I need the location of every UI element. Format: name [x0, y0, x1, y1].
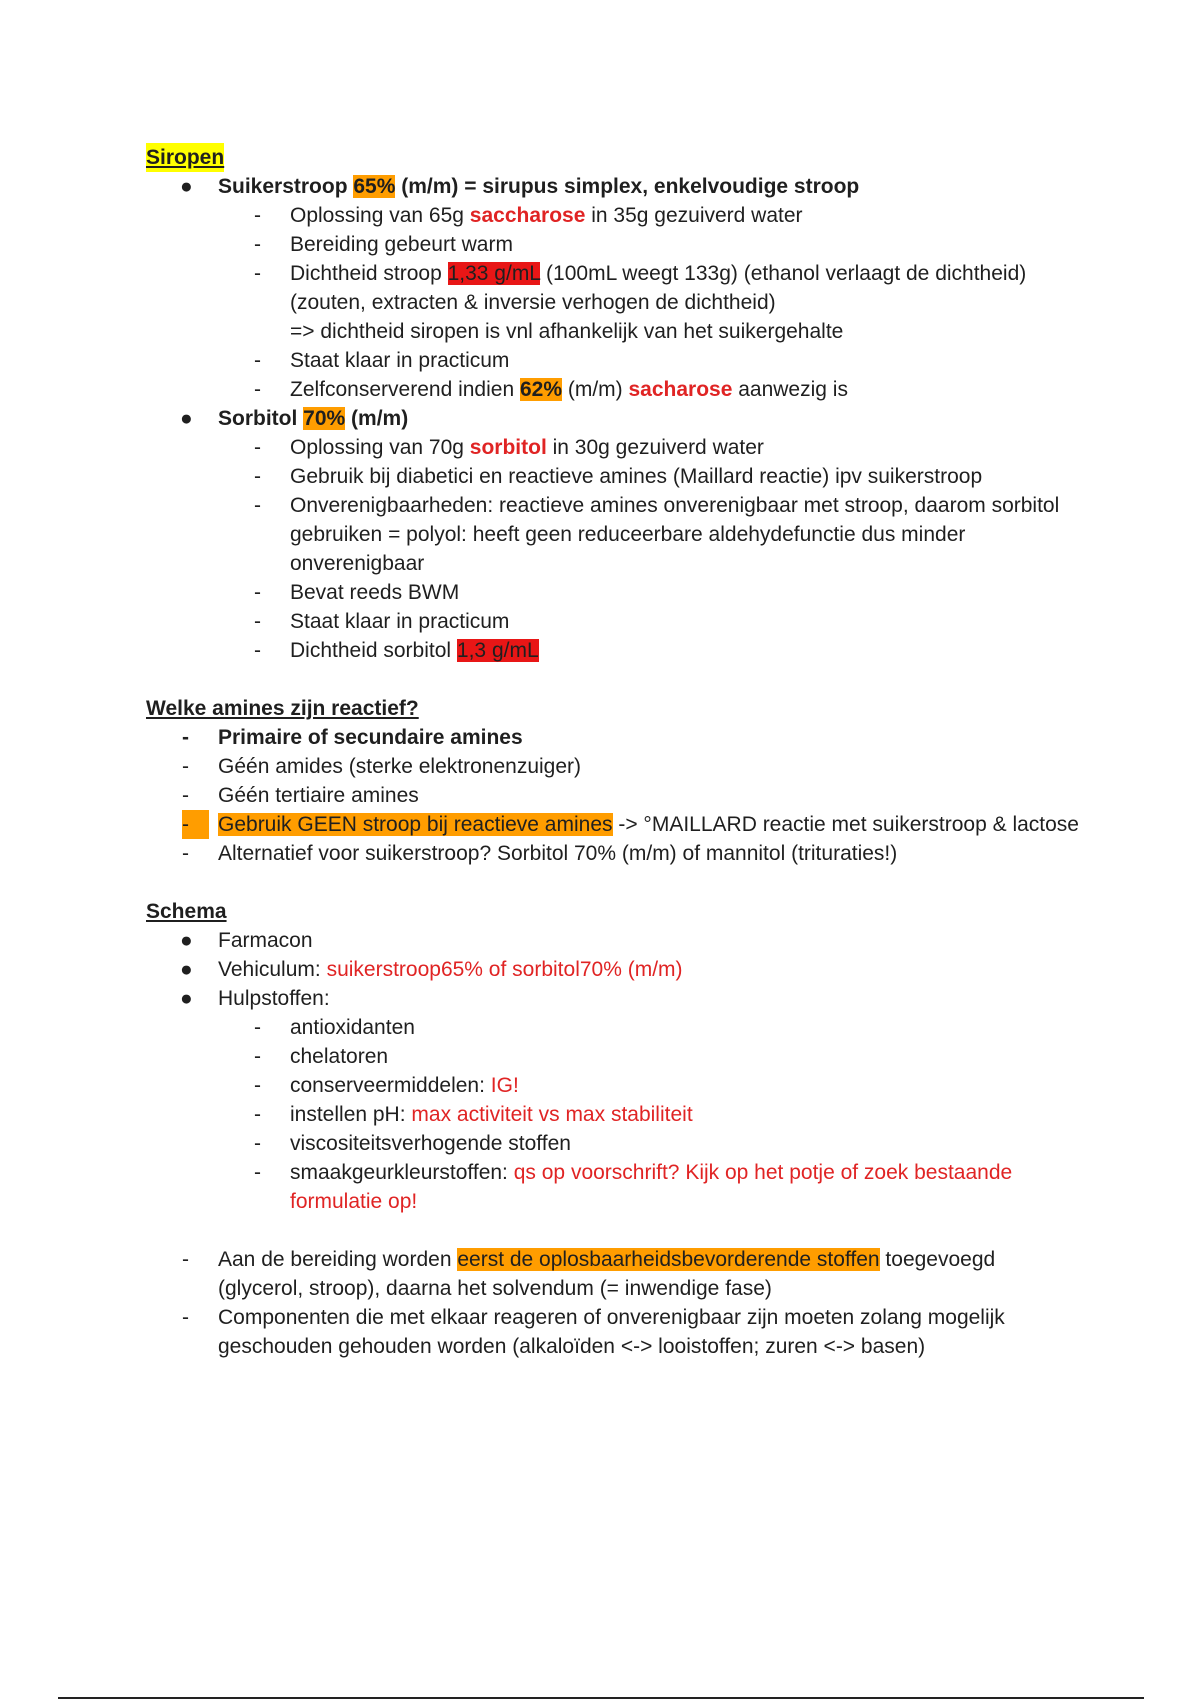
section-heading-siropen: Siropen [146, 143, 224, 172]
bullet-item: ● Vehiculum: suikerstroop65% of sorbitol70% (m/m) [180, 958, 683, 981]
highlight-solubility: eerst de oplosbaarheidsbevorderende stoffen [457, 1248, 880, 1271]
highlight-no-syrup: Gebruik GEEN stroop bij reactieve amines [218, 813, 613, 836]
document-page [146, 143, 1086, 1361]
page-bottom-rule [58, 1697, 1144, 1699]
bullet-item: ● Hulpstoffen: [180, 987, 330, 1010]
highlight-65pct: 65% [353, 175, 396, 198]
sub-item: - Bereiding gebeurt warm [254, 233, 513, 256]
sub-item: - antioxidanten [254, 1016, 415, 1039]
highlight-70pct: 70% [303, 407, 346, 430]
sub-item: - Dichtheid stroop 1,33 g/mL (100mL weegt 133g) (ethanol verlaagt de dichtheid) (zouten, extracten & inversie verhogen de dichtheid) => dichtheid siropen is vnl afhankelijk van het suikergehalte [254, 262, 1027, 343]
highlight-density: 1,33 g/mL [447, 262, 541, 285]
sub-item: - Oplossing van 65g saccharose in 35g gezuiverd water [254, 204, 803, 227]
sub-item: - Oplossing van 70g sorbitol in 30g gezuiverd water [254, 436, 764, 459]
sub-item: - chelatoren [254, 1045, 389, 1068]
list-item: - Géén amides (sterke elektronenzuiger) [182, 755, 582, 778]
list-item: - Componenten die met elkaar reageren of onverenigbaar zijn moeten zolang mogelijk geschouden gehouden worden (alkaloïden <-> looistoffen; zuren <-> basen) [182, 1306, 1005, 1358]
sub-item: - instellen pH: max activiteit vs max stabiliteit [254, 1103, 693, 1126]
bullet-item: ● Farmacon [180, 929, 313, 952]
list-item: - Géén tertiaire amines [182, 784, 419, 807]
sub-item: - Staat klaar in practicum [254, 610, 510, 633]
highlight-sorbitol-density: 1,3 g/mL [456, 639, 539, 662]
spacer [146, 665, 1086, 694]
bullet-sorbitol: ● Sorbitol 70% (m/m) [146, 404, 1086, 433]
bullet-suikerstroop: ● Suikerstroop 65% (m/m) = sirupus simplex, enkelvoudige stroop [146, 172, 1086, 201]
list-item: - Alternatief voor suikerstroop? Sorbitol 70% (m/m) of mannitol (trituraties!) [182, 842, 898, 865]
highlight-62pct: 62% [519, 378, 562, 401]
sub-item: - Dichtheid sorbitol 1,3 g/mL [254, 639, 539, 662]
sub-item: - Zelfconserverend indien 62% (m/m) sacharose aanwezig is [254, 378, 848, 401]
sub-item: - viscositeitsverhogende stoffen [254, 1132, 571, 1155]
spacer [146, 1216, 1086, 1245]
list-item: - Aan de bereiding worden eerst de oplosbaarheidsbevorderende stoffen toegevoegd (glycerol, stroop), daarna het solvendum (= inwendige fase) [182, 1248, 996, 1300]
spacer [146, 868, 1086, 897]
section-heading-schema: Schema [146, 900, 227, 923]
bullet-marker: ● [180, 175, 193, 198]
sub-item: - Onverenigbaarheden: reactieve amines onverenigbaar met stroop, daarom sorbitol gebruiken = polyol: heeft geen reduceerbare aldehydefunctie dus minder onverenigbaar [254, 494, 1060, 575]
bullet-marker: ● [180, 407, 193, 430]
sub-item: - smaakgeurkleurstoffen: qs op voorschrift? Kijk op het potje of zoek bestaande formulatie op! [254, 1161, 1013, 1213]
sub-item: - Gebruik bij diabetici en reactieve amines (Maillard reactie) ipv suikerstroop [254, 465, 983, 488]
sub-item: - Bevat reeds BWM [254, 581, 460, 604]
list-item: - Primaire of secundaire amines [182, 726, 523, 749]
sub-item: - conserveermiddelen: IG! [254, 1074, 519, 1097]
section-heading-amines: Welke amines zijn reactief? [146, 697, 419, 720]
sub-item: - Staat klaar in practicum [254, 349, 510, 372]
list-item-highlighted: - Gebruik GEEN stroop bij reactieve amines -> °MAILLARD reactie met suikerstroop & lactose [146, 810, 1086, 839]
